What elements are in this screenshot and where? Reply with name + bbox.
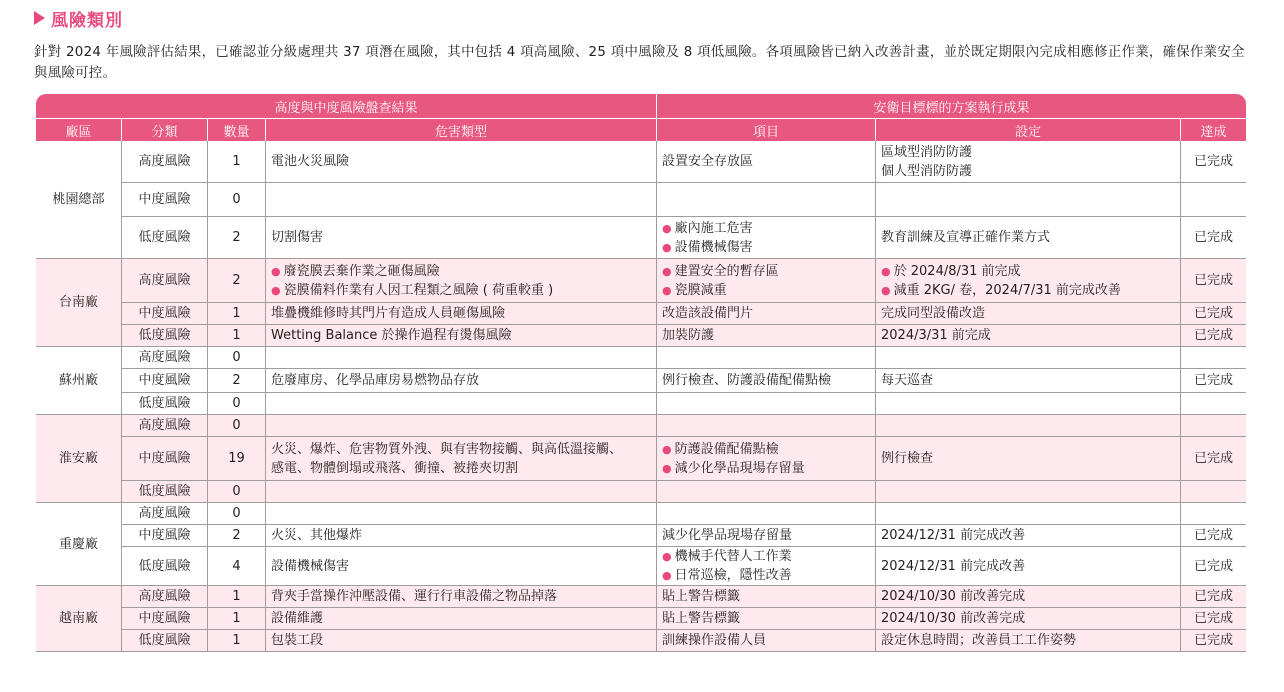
achieved-cell: 已完成: [1181, 630, 1246, 652]
item-cell: [657, 608, 876, 630]
count-cell: 1: [208, 608, 266, 630]
achieved-cell: 已完成: [1181, 217, 1246, 259]
bullet-icon: ●: [271, 264, 281, 278]
table-row: [36, 347, 1246, 369]
item-cell-line: ● 瓷膜減重: [662, 282, 727, 298]
risk-level-cell: 中度風險: [122, 525, 208, 547]
setting-cell-line: 完成同型設備改造: [881, 306, 986, 321]
count-cell: 2: [208, 259, 266, 303]
item-cell: [657, 259, 876, 303]
site-name-cell: 桃園總部: [36, 141, 122, 259]
table-row: [36, 303, 1246, 325]
hazard-cell-line: ● 廢瓷膜丟棄作業之砸傷風險: [271, 263, 440, 279]
risk-level-cell: 高度風險: [122, 259, 208, 303]
table-row: [36, 547, 1246, 586]
section-title: 風險類別: [51, 10, 123, 31]
item-cell-line: ● 設備機械傷害: [662, 239, 753, 255]
achieved-cell: 已完成: [1181, 325, 1246, 347]
setting-cell: [876, 369, 1181, 393]
setting-cell: [876, 608, 1181, 630]
hazard-cell-line: 電池火災風險: [271, 154, 350, 169]
item-cell-line: ● 減少化學品現場存留量: [662, 460, 805, 476]
bullet-icon: ●: [662, 550, 672, 563]
column-header-count: 數量: [208, 119, 266, 141]
table-row: [36, 415, 1246, 437]
setting-cell-line: 每天巡查: [881, 373, 934, 388]
column-header-site: 廠區: [36, 119, 122, 141]
risk-level-cell: 低度風險: [122, 547, 208, 586]
item-cell-line: 加裝防護: [662, 328, 715, 343]
achieved-cell: [1181, 481, 1246, 503]
hazard-cell-line: 火災、爆炸、危害物質外洩、與有害物接觸、與高低溫接觸、: [271, 441, 623, 457]
setting-cell: [876, 183, 1181, 217]
table-row: [36, 630, 1246, 652]
item-cell: [657, 415, 876, 437]
site-name-cell: 蘇州廠: [36, 347, 122, 415]
setting-cell-line: ● 減重 2KG/ 卷，2024/7/31 前完成改善: [881, 282, 1121, 298]
setting-cell: [876, 437, 1181, 481]
group-header-target-results: 安衛目標標的方案執行成果: [657, 94, 1246, 119]
count-cell: 0: [208, 503, 266, 525]
column-header-hazard: 危害類型: [266, 119, 657, 141]
bullet-icon: ●: [662, 264, 672, 278]
table-row: [36, 437, 1246, 481]
setting-cell: [876, 525, 1181, 547]
bullet-icon: ●: [662, 240, 672, 254]
achieved-cell: 已完成: [1181, 547, 1246, 586]
item-cell-line: 例行檢查、防護設備配備點檢: [662, 373, 832, 388]
count-cell: 0: [208, 481, 266, 503]
hazard-cell: [266, 393, 657, 415]
setting-cell: [876, 503, 1181, 525]
site-name-cell: 重慶廠: [36, 503, 122, 586]
setting-cell-line: ● 於 2024/8/31 前完成: [881, 263, 1021, 279]
table-row: [36, 393, 1246, 415]
count-cell: 1: [208, 141, 266, 183]
achieved-cell: [1181, 393, 1246, 415]
item-cell: [657, 303, 876, 325]
risk-level-cell: 低度風險: [122, 393, 208, 415]
achieved-cell: 已完成: [1181, 141, 1246, 183]
achieved-cell: 已完成: [1181, 303, 1246, 325]
item-cell: [657, 586, 876, 608]
item-cell: [657, 347, 876, 369]
hazard-cell: [266, 325, 657, 347]
hazard-cell: [266, 217, 657, 259]
achieved-cell: 已完成: [1181, 369, 1246, 393]
hazard-cell: [266, 586, 657, 608]
table-row: [36, 525, 1246, 547]
item-cell-line: 訓練操作設備人員: [662, 633, 767, 648]
hazard-cell-line: 危廢庫房、化學品庫房易燃物品存放: [271, 373, 480, 388]
site-name-cell: 台南廠: [36, 259, 122, 347]
table-row: [36, 608, 1246, 630]
column-header-category: 分類: [122, 119, 208, 141]
risk-level-cell: 中度風險: [122, 608, 208, 630]
risk-level-cell: 高度風險: [122, 141, 208, 183]
setting-cell-line: 例行檢查: [881, 451, 934, 466]
risk-level-cell: 低度風險: [122, 217, 208, 259]
setting-cell: [876, 325, 1181, 347]
hazard-cell: [266, 503, 657, 525]
hazard-cell-line: Wetting Balance 於操作過程有燙傷風險: [271, 328, 512, 343]
risk-level-cell: 中度風險: [122, 437, 208, 481]
hazard-cell: [266, 525, 657, 547]
hazard-cell: [266, 608, 657, 630]
achieved-cell: 已完成: [1181, 259, 1246, 303]
table-row: [36, 503, 1246, 525]
table-row: [36, 141, 1246, 183]
hazard-cell: [266, 183, 657, 217]
hazard-cell: [266, 303, 657, 325]
achieved-cell: [1181, 503, 1246, 525]
item-cell-line: 改造該設備門片: [662, 306, 754, 321]
hazard-cell: [266, 259, 657, 303]
table-row: [36, 259, 1246, 303]
achieved-cell: 已完成: [1181, 437, 1246, 481]
item-cell-line: ● 廠內施工危害: [662, 220, 753, 236]
hazard-cell: [266, 547, 657, 586]
setting-cell-line: 2024/3/31 前完成: [881, 328, 991, 343]
item-cell-line: ● 建置安全的暫存區: [662, 263, 779, 279]
triangle-bullet-icon: [34, 11, 45, 25]
setting-cell: [876, 415, 1181, 437]
column-header-setting: 設定: [876, 119, 1181, 141]
column-header-achieved: 達成: [1181, 119, 1246, 141]
count-cell: 2: [208, 369, 266, 393]
item-cell: [657, 481, 876, 503]
section-heading: [34, 6, 123, 30]
risk-level-cell: 低度風險: [122, 481, 208, 503]
item-cell-line: ● 防護設備配備點檢: [662, 441, 779, 457]
bullet-icon: ●: [881, 283, 891, 297]
item-cell: [657, 503, 876, 525]
hazard-cell-line: 設備機械傷害: [271, 558, 350, 574]
site-name-cell: 越南廠: [36, 586, 122, 652]
setting-cell: [876, 630, 1181, 652]
hazard-cell: [266, 141, 657, 183]
item-cell-line: ● 日常巡檢，隱性改善: [662, 568, 792, 583]
site-name-cell: 淮安廠: [36, 415, 122, 503]
hazard-cell-line: ● 瓷膜備料作業有人因工程類之風險 ( 荷重較重 ): [271, 282, 554, 298]
setting-cell: [876, 393, 1181, 415]
column-header-item: 項目: [657, 119, 876, 141]
count-cell: 1: [208, 303, 266, 325]
setting-cell-line: 個人型消防防護: [881, 163, 973, 179]
item-cell-line: 減少化學品現場存留量: [662, 528, 793, 543]
achieved-cell: [1181, 415, 1246, 437]
risk-level-cell: 高度風險: [122, 347, 208, 369]
item-cell: [657, 630, 876, 652]
count-cell: 4: [208, 547, 266, 586]
bullet-icon: ●: [662, 221, 672, 235]
setting-cell-line: 2024/12/31 前完成改善: [881, 558, 1026, 574]
setting-cell-line: 教育訓練及宣導正確作業方式: [881, 230, 1051, 245]
item-cell: [657, 437, 876, 481]
bullet-icon: ●: [662, 569, 672, 582]
risk-table: [36, 94, 1246, 652]
item-cell: [657, 183, 876, 217]
risk-level-cell: 高度風險: [122, 503, 208, 525]
item-cell: [657, 393, 876, 415]
setting-cell-line: 設定休息時間；改善員工工作姿勢: [881, 633, 1077, 648]
setting-cell-line: 2024/12/31 前完成改善: [881, 528, 1026, 543]
item-cell: [657, 217, 876, 259]
setting-cell-line: 2024/10/30 前改善完成: [881, 611, 1026, 626]
bullet-icon: ●: [662, 461, 672, 475]
item-cell: [657, 525, 876, 547]
hazard-cell-line: 切割傷害: [271, 230, 324, 245]
bullet-icon: ●: [662, 442, 672, 456]
bullet-icon: ●: [881, 264, 891, 278]
setting-cell: [876, 586, 1181, 608]
setting-cell: [876, 141, 1181, 183]
table-row: [36, 481, 1246, 503]
achieved-cell: 已完成: [1181, 525, 1246, 547]
item-cell-line: ● 機械手代替人工作業: [662, 549, 792, 564]
count-cell: 0: [208, 393, 266, 415]
risk-level-cell: 高度風險: [122, 415, 208, 437]
risk-level-cell: 高度風險: [122, 586, 208, 608]
item-cell-line: 貼上警告標籤: [662, 589, 741, 604]
achieved-cell: 已完成: [1181, 586, 1246, 608]
count-cell: 2: [208, 217, 266, 259]
setting-cell-line: 2024/10/30 前改善完成: [881, 589, 1026, 604]
setting-cell: [876, 547, 1181, 586]
hazard-cell: [266, 347, 657, 369]
hazard-cell-line: 背夾手當操作沖壓設備、運行行車設備之物品掉落: [271, 589, 558, 604]
count-cell: 1: [208, 325, 266, 347]
table-row: [36, 217, 1246, 259]
intro-paragraph: 針對 2024 年風險評估結果，已確認並分級處理共 37 項潛在風險，其中包括 4 項高風險、25 項中風險及 8 項低風險。各項風險皆已納入改善計畫，並於既定期限內完成相應修正作業，確保作業安全與風險可控。: [34, 45, 1245, 81]
count-cell: 0: [208, 347, 266, 369]
count-cell: 1: [208, 630, 266, 652]
setting-cell: [876, 303, 1181, 325]
achieved-cell: 已完成: [1181, 608, 1246, 630]
count-cell: 1: [208, 586, 266, 608]
achieved-cell: [1181, 183, 1246, 217]
risk-level-cell: 低度風險: [122, 325, 208, 347]
count-cell: 0: [208, 415, 266, 437]
table-row: [36, 183, 1246, 217]
table-row: [36, 586, 1246, 608]
item-cell: [657, 141, 876, 183]
hazard-cell: [266, 481, 657, 503]
table-row: [36, 369, 1246, 393]
hazard-cell-line: 火災、其他爆炸: [271, 528, 363, 543]
setting-cell: [876, 481, 1181, 503]
hazard-cell-line: 包裝工段: [271, 633, 324, 648]
achieved-cell: [1181, 347, 1246, 369]
item-cell-line: 設置安全存放區: [662, 154, 754, 169]
bullet-icon: ●: [271, 283, 281, 297]
count-cell: 2: [208, 525, 266, 547]
risk-level-cell: 中度風險: [122, 303, 208, 325]
hazard-cell: [266, 630, 657, 652]
bullet-icon: ●: [662, 283, 672, 297]
hazard-cell: [266, 415, 657, 437]
hazard-cell-line: 堆疊機維修時其門片有造成人員砸傷風險: [271, 306, 506, 321]
risk-level-cell: 中度風險: [122, 183, 208, 217]
setting-cell: [876, 347, 1181, 369]
item-cell: [657, 547, 876, 586]
item-cell-line: 貼上警告標籤: [662, 611, 741, 626]
group-header-risk-results: 高度與中度風險盤查結果: [36, 94, 657, 119]
risk-level-cell: 低度風險: [122, 630, 208, 652]
setting-cell: [876, 217, 1181, 259]
hazard-cell-line: 感電、物體倒塌或飛落、衝撞、被捲夾切割: [271, 460, 519, 476]
risk-level-cell: 中度風險: [122, 369, 208, 393]
hazard-cell: [266, 369, 657, 393]
hazard-cell: [266, 437, 657, 481]
table-body: [36, 141, 1246, 652]
column-header-row: [36, 119, 1246, 141]
item-cell: [657, 325, 876, 347]
setting-cell-line: 區域型消防防護: [881, 144, 973, 160]
count-cell: 0: [208, 183, 266, 217]
table-row: [36, 325, 1246, 347]
setting-cell: [876, 259, 1181, 303]
hazard-cell-line: 設備維護: [271, 611, 324, 626]
item-cell: [657, 369, 876, 393]
count-cell: 19: [208, 437, 266, 481]
